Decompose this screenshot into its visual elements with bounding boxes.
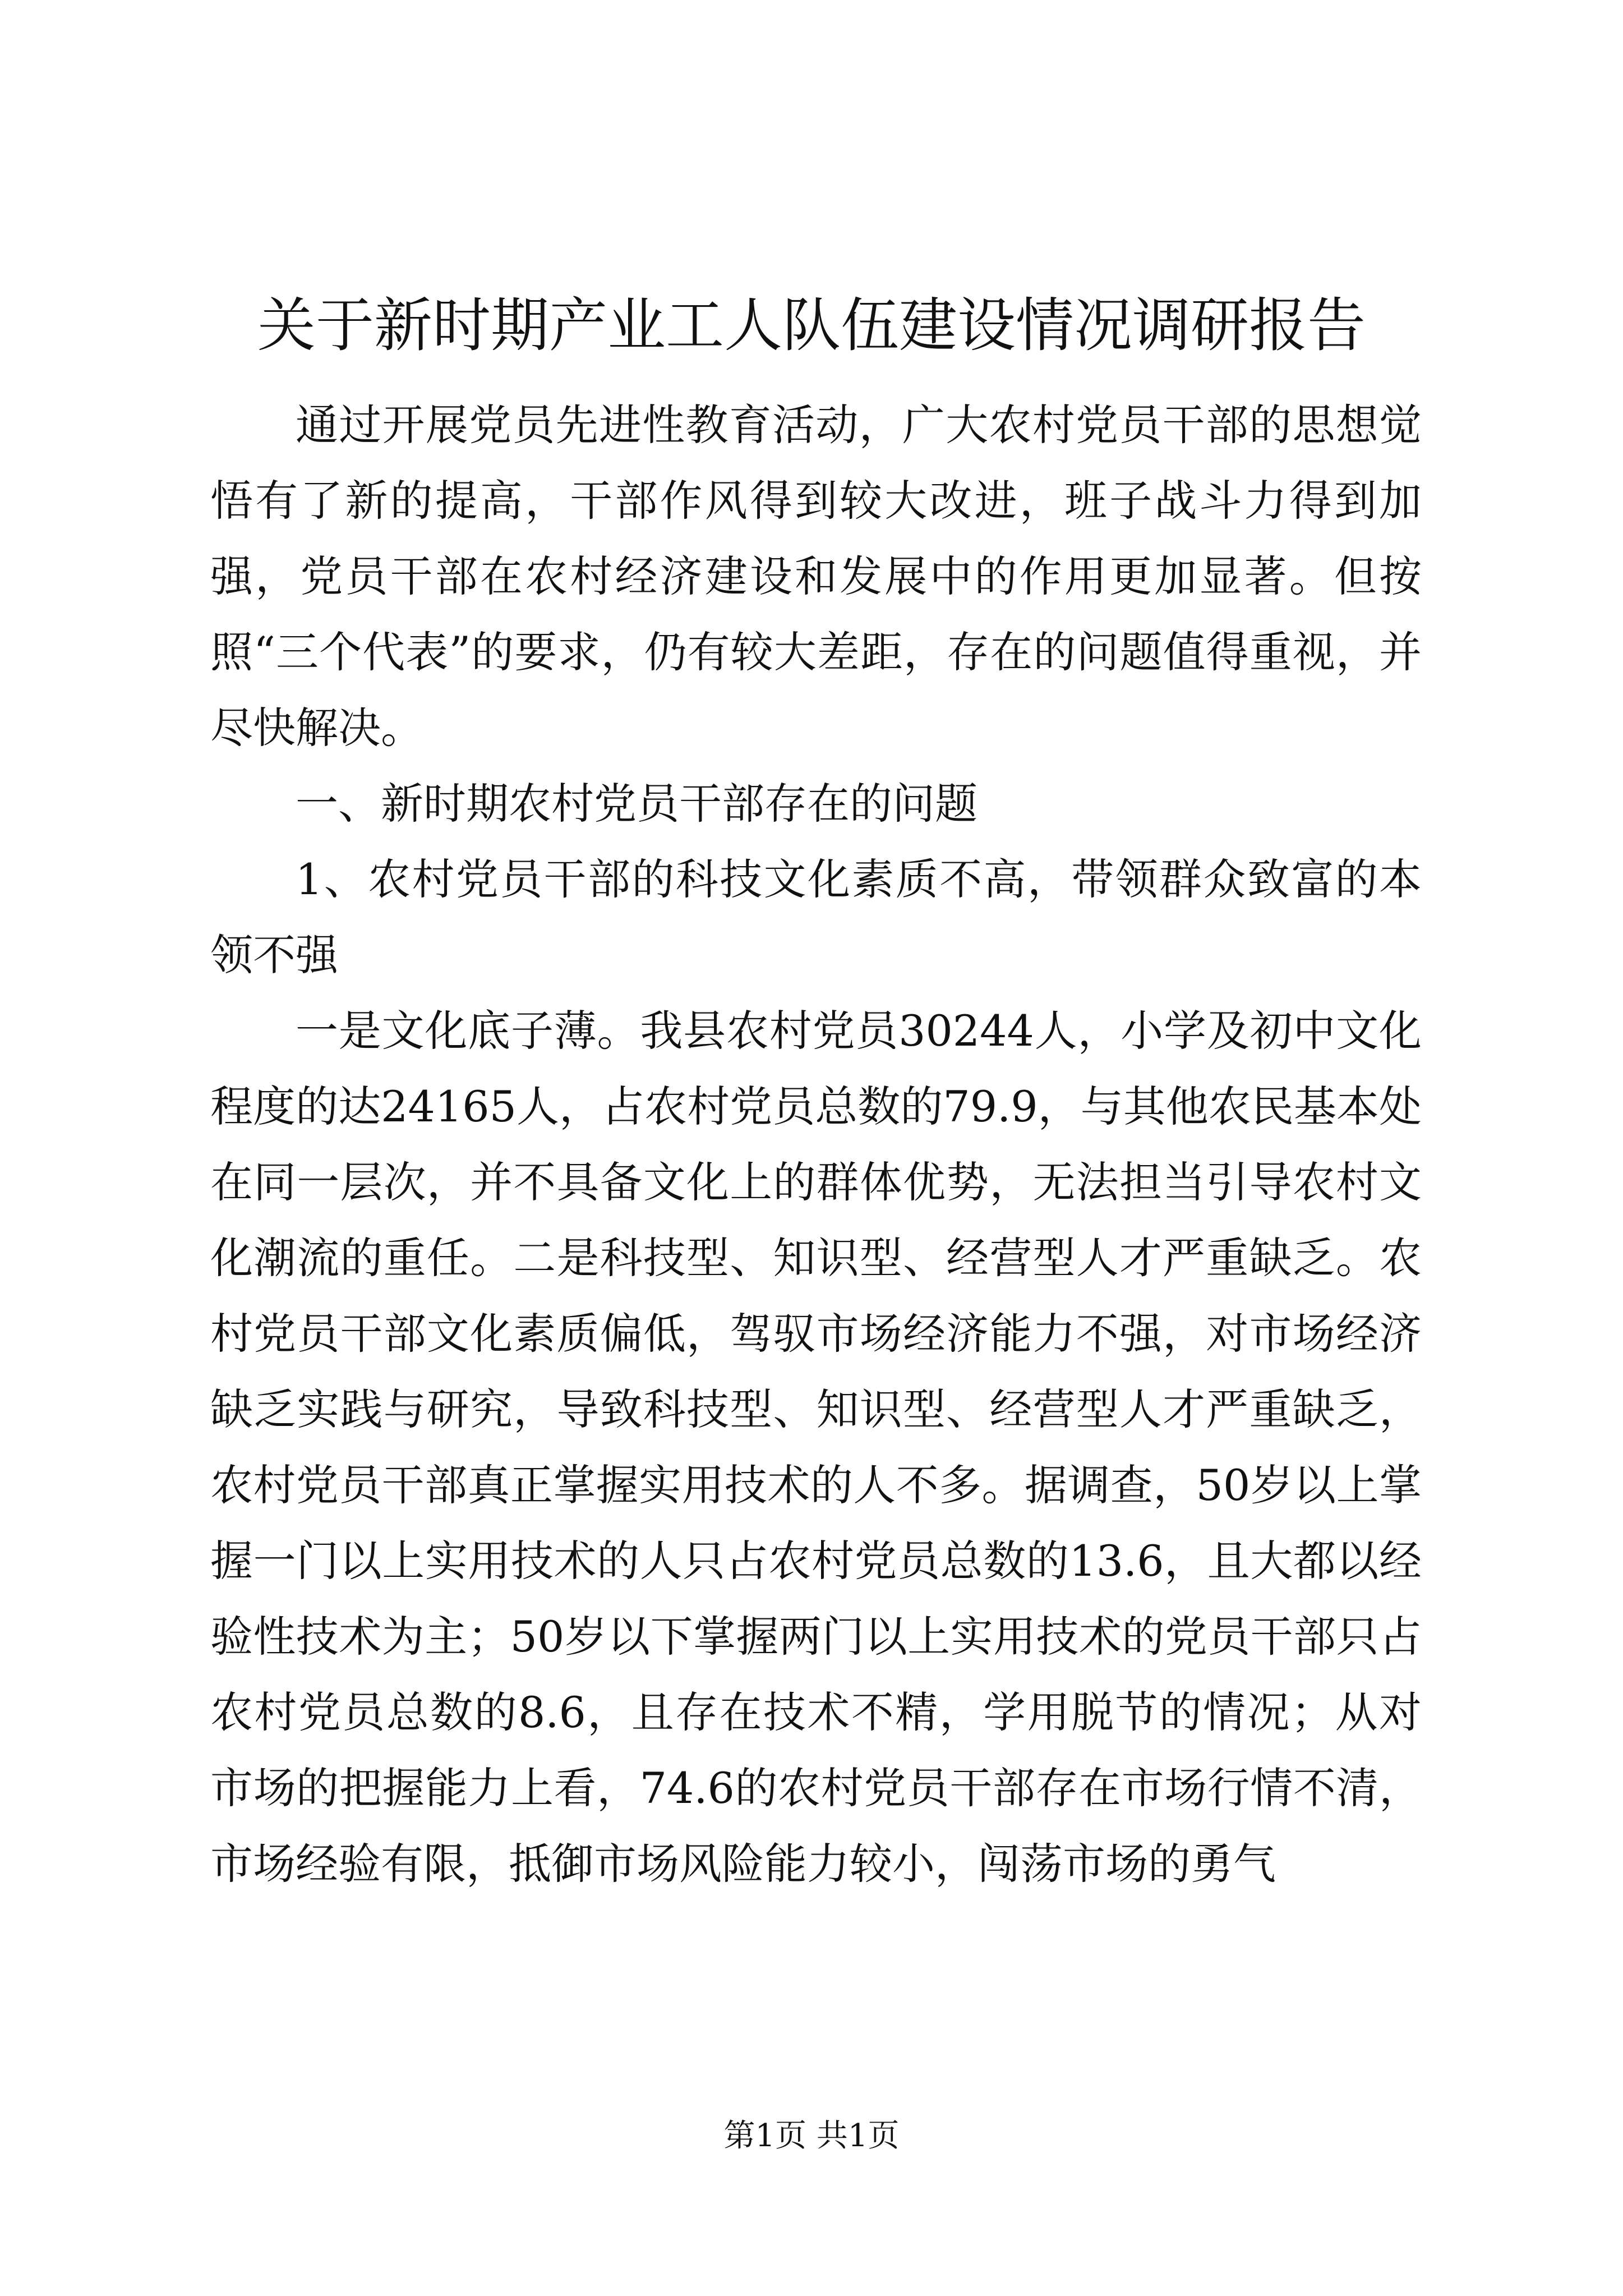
page-footer: 第1页 共1页: [723, 2118, 900, 2154]
document-title: 关于新时期产业工人队伍建设情况调研报告: [257, 291, 1366, 360]
paragraph-intro: 通过开展党员先进性教育活动，广大农村党员干部的思想觉悟有了新的提高，干部作风得到较大改进，班子战斗力得到加强，党员干部在农村经济建设和发展中的作用更加显著。但按照“三个代表”的要求，仍有较大差距，存在的问题值得重视，并尽快解决。: [210, 400, 1422, 753]
section-heading: 一、新时期农村党员干部存在的问题: [296, 779, 978, 829]
paragraph-body: 一是文化底子薄。我县农村党员30244人，小学及初中文化程度的达24165人，占农村党员总数的79.9，与其他农民基本处在同一层次，并不具备文化上的群体优势，无法担当引导农村文化潮流的重任。二是科技型、知识型、经营型人才严重缺乏。农村党员干部文化素质偏低，驾驭市场经济能力不强，对市场经济缺乏实践与研究，导致科技型、知识型、经营型人才严重缺乏，农村党员干部真正掌握实用技术的人不多。据调查，50岁以上掌握一门以上实用技术的人只占农村党员总数的13.6，且大都以经验性技术为主；50岁以下掌握两门以上实用技术的党员干部只占农村党员总数的8.6，且存在技术不精，学用脱节的情况；从对市场的把握能力上看，74.6的农村党员干部存在市场行情不清，市场经验有限，抵御市场风险能力较小，闯荡市场的勇气: [210, 1006, 1422, 1889]
document-body: [210, 387, 1422, 1902]
subsection-heading: 1、农村党员干部的科技文化素质不高，带领群众致富的本领不强: [210, 854, 1422, 980]
